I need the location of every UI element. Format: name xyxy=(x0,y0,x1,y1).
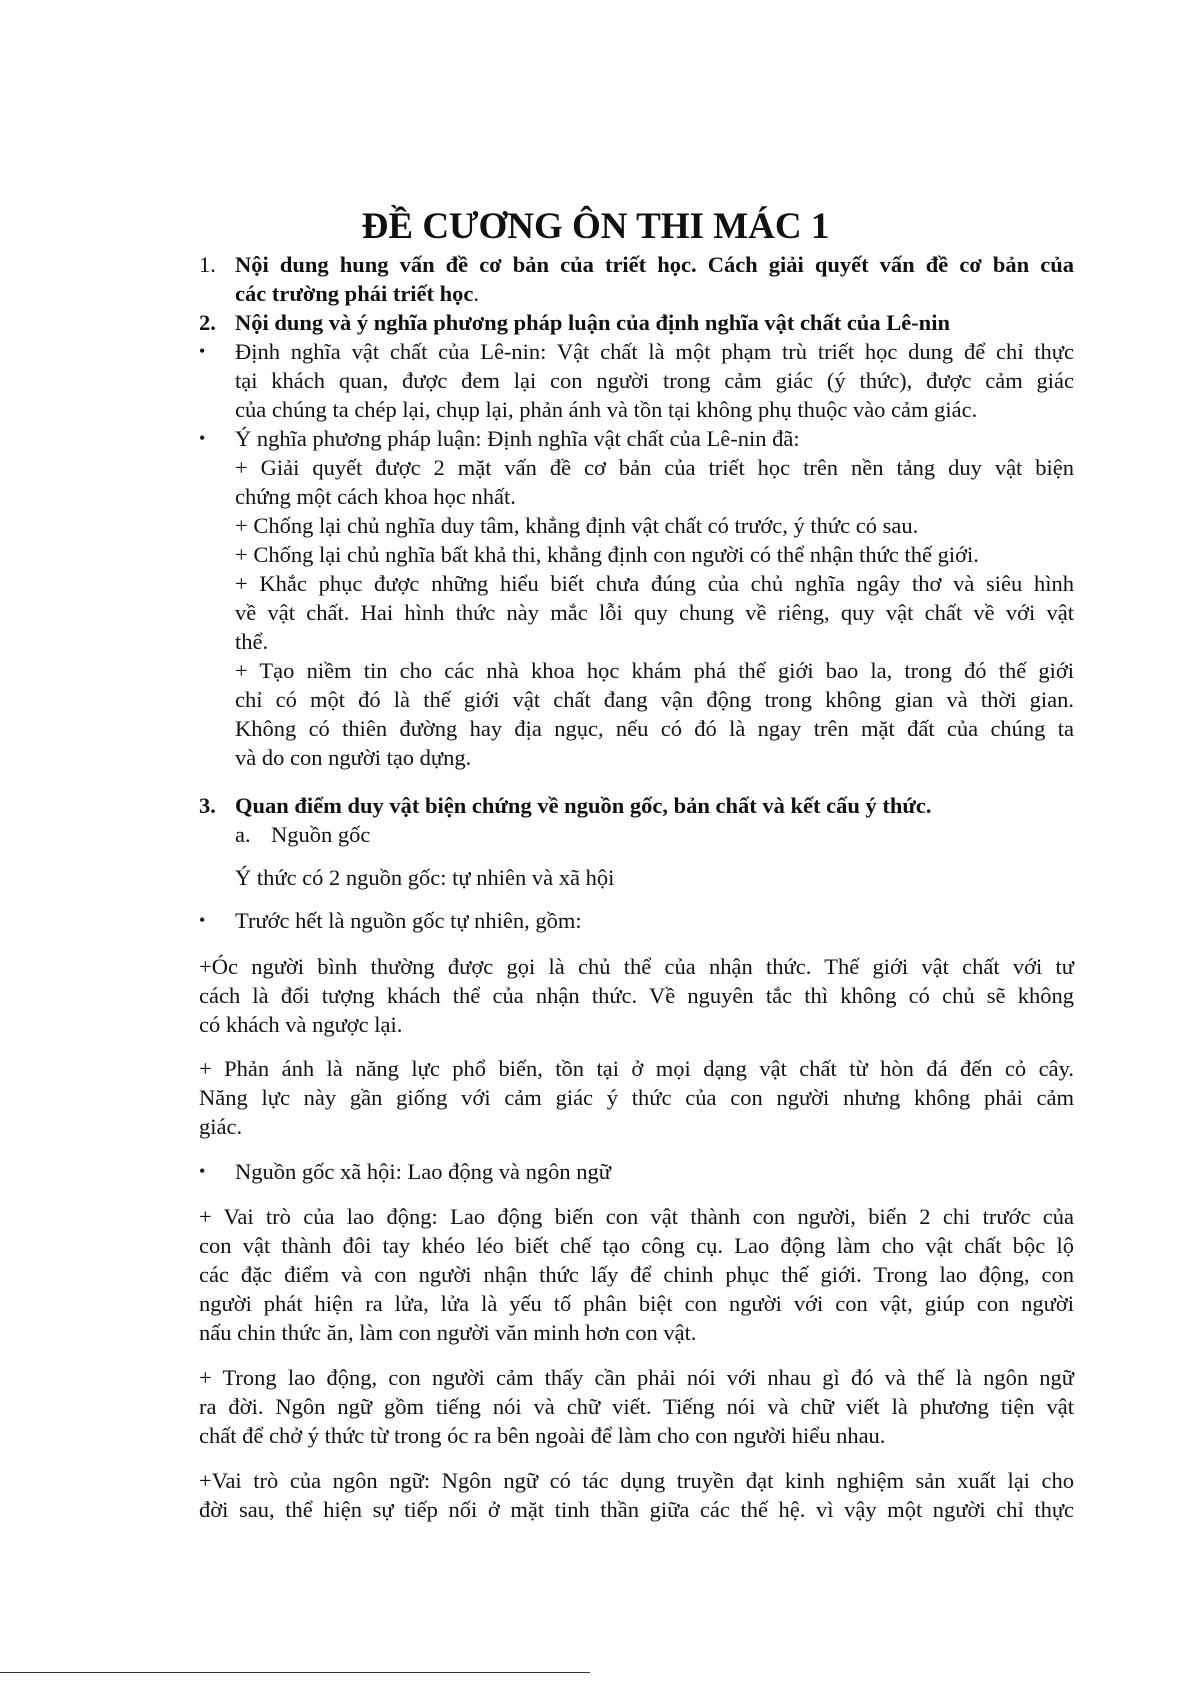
paragraph: +Vai trò của ngôn ngữ: Ngôn ngữ có tác dụng truyền đạt kinh nghiệm sản xuất lại cho đời sau, thể hiện sự tiếp nối ở mặt tinh thần giữa các thế hệ. vì vậy một người chỉ thực xyxy=(199,1468,1074,1522)
bottom-divider xyxy=(0,1672,590,1673)
bullet-icon: • xyxy=(199,341,206,361)
question-1 xyxy=(199,250,1074,308)
sub-heading: Nguồn gốc xyxy=(271,822,371,847)
paragraph: + Phản ánh là năng lực phổ biến, tồn tại ở mọi dạng vật chất từ hòn đá đến cỏ cây. Năng lực này gần giống với cảm giác ý thức của con người nhưng không phải cảm giác. xyxy=(199,1056,1074,1139)
paragraph: +Óc người bình thường được gọi là chủ thể của nhận thức. Thế giới vật chất với tư cách là đối tượng khách thể của nhận thức. Về nguyên tắc thì không có chủ sẽ không có khách và ngược lại. xyxy=(199,954,1074,1037)
document-title: ĐỀ CƯƠNG ÔN THI MÁC 1 xyxy=(361,206,830,247)
question-number: 2. xyxy=(199,310,216,335)
list-item: • Trước hết là nguồn gốc tự nhiên, gồm: xyxy=(199,908,582,933)
bullet-icon: • xyxy=(199,1161,206,1181)
question-2 xyxy=(199,308,1074,772)
bullet-icon: • xyxy=(199,428,206,448)
paragraph: + Vai trò của lao động: Lao động biến con vật thành con người, biến 2 chi trước của con vật thành đôi tay khéo léo biết chế tạo công cụ. Lao động làm cho vật chất bộc lộ các đặc điểm và con người nhận thức lấy để chinh phục thế giới. Trong lao động, con người phát hiện ra lửa, lửa là yếu tố phân biệt con người với con vật, giúp con người nấu chin thức ăn, làm con người văn minh hơn con vật. xyxy=(199,1204,1074,1345)
question-heading: Nội dung hung vấn đề cơ bản của triết học. Cách giải quyết vấn đề cơ bản của xyxy=(235,252,1074,277)
question-3 xyxy=(199,791,1074,849)
heading-period: . xyxy=(473,281,480,306)
origin-line: Ý thức có 2 nguồn gốc: tự nhiên và xã hội xyxy=(235,865,615,890)
question-heading-cont: các trường phái triết học xyxy=(235,281,474,306)
bullet-icon: • xyxy=(199,910,206,930)
list-item: • Nguồn gốc xã hội: Lao động và ngôn ngữ xyxy=(199,1159,611,1184)
question-number: 3. xyxy=(199,793,216,818)
list-item: • Định nghĩa vật chất của Lê-nin: Vật chất là một phạm trù triết học dung để chỉ thực tại khách quan, được đem lại con người trong cảm giác (ý thức), được cảm giác của chúng ta chép lại, chụp lại, phản ánh và tồn tại không phụ thuộc vào cảm giác. xyxy=(199,339,1074,422)
list-item: • Ý nghĩa phương pháp luận: Định nghĩa vật chất của Lê-nin đã: + Giải quyết được 2 mặt vấn đề cơ bản của triết học trên nền tảng duy vật biện chứng một cách khoa học nhất. + Chống lại chủ nghĩa duy tâm, khẳng định vật chất có trước, ý thức có sau. + Chống lại chủ nghĩa bất khả thi, khẳng định con người có thể nhận thức thế giới. + Khắc phục được những hiểu biết chưa đúng của chủ nghĩa ngây thơ và siêu hình về vật chất. Hai hình thức này mắc lỗi quy chung về riêng, quy vật chất về với vật thể. + Tạo niềm tin cho các nhà khoa học khám phá thế giới bao la, trong đó thế giới chỉ có một đó là thế giới vật chất đang vận động trong không gian và thời gian. Không có thiên đường hay địa ngục, nếu có đó là ngay trên mặt đất của chúng ta và do con người tạo dựng. xyxy=(199,426,1074,770)
sub-label: a. xyxy=(235,822,251,847)
question-heading: Nội dung và ý nghĩa phương pháp luận của định nghĩa vật chất của Lê-nin xyxy=(235,310,950,335)
question-heading: Quan điểm duy vật biện chứng về nguồn gốc, bản chất và kết cấu ý thức. xyxy=(235,793,932,818)
paragraph: + Trong lao động, con người cảm thấy cần phải nói với nhau gì đó và thế là ngôn ngữ ra đời. Ngôn ngữ gồm tiếng nói và chữ viết. Tiếng nói và chữ viết là phương tiện vật chất để chở ý thức từ trong óc ra bên ngoài để làm cho con người hiểu nhau. xyxy=(199,1365,1074,1448)
question-number: 1. xyxy=(199,252,216,277)
